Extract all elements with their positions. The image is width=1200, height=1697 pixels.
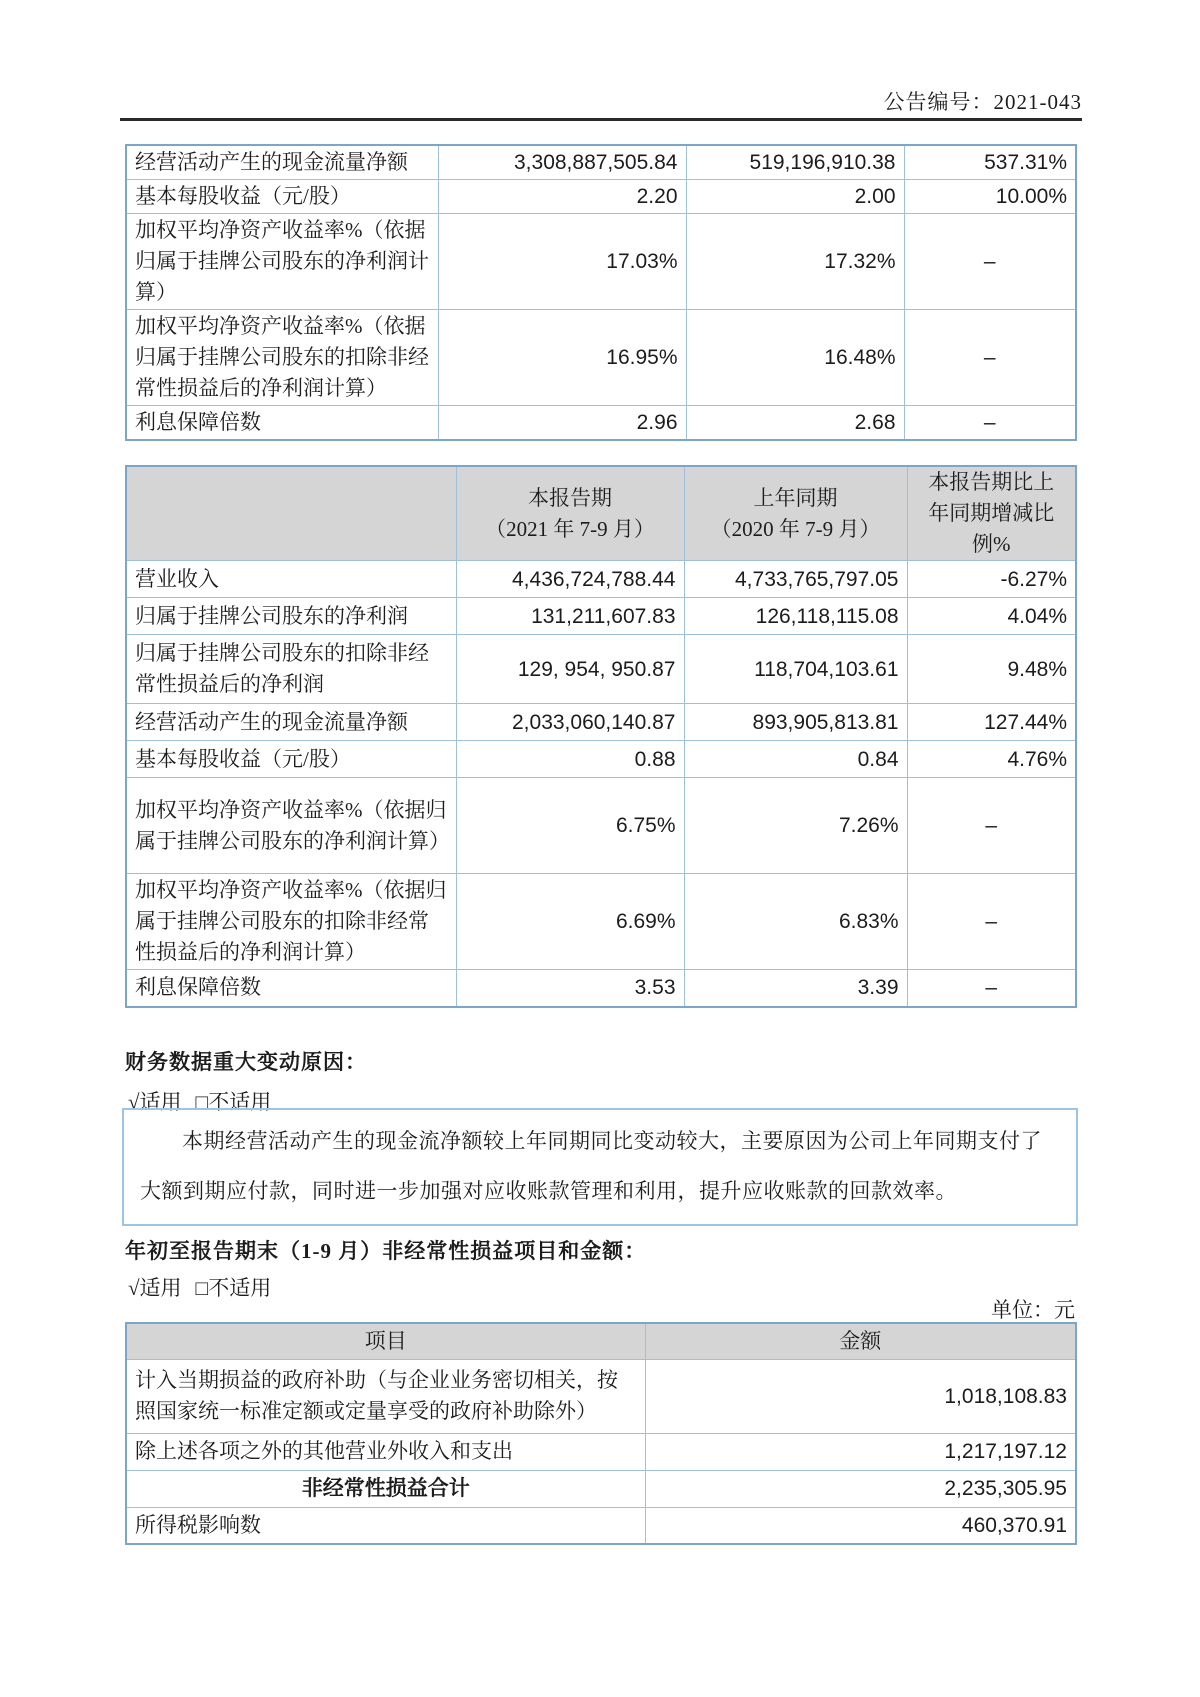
current-period-cell: 2.20 (438, 180, 686, 214)
quarterly-comparison-table (125, 465, 1077, 1008)
current-period-cell: 17.03% (438, 214, 686, 310)
table-row (126, 704, 1076, 741)
current-period-cell: 4,436,724,788.44 (456, 561, 684, 598)
table-row (126, 180, 1076, 214)
section-heading-nonrecurring: 年初至报告期末（1-9 月）非经常性损益项目和金额： (125, 1239, 647, 1263)
table-row (126, 598, 1076, 635)
table-row (126, 1507, 1076, 1544)
table-row (126, 310, 1076, 406)
table-row (126, 741, 1076, 778)
current-period-cell: 2.96 (438, 406, 686, 441)
metric-label-cell: 归属于挂牌公司股东的净利润 (126, 598, 456, 635)
not-applicable-check: □不适用 (195, 1276, 272, 1300)
column-header-line: 上年同期 (753, 485, 838, 510)
change-ratio-cell: 537.31% (904, 145, 1076, 180)
current-period-cell: 3.53 (456, 970, 684, 1007)
column-header-line: （2020 年 7-9 月） (710, 516, 881, 541)
change-ratio-cell: – (904, 214, 1076, 310)
metric-label-cell: 营业收入 (126, 561, 456, 598)
column-header-line: 本报告期 (528, 485, 612, 510)
current-period-cell: 2,033,060,140.87 (456, 704, 684, 741)
amount-cell: 1,018,108.83 (645, 1359, 1076, 1433)
table-row (126, 1359, 1076, 1433)
item-cell: 计入当期损益的政府补助（与企业业务密切相关，按照国家统一标准定额或定量享受的政府补助除外） (126, 1359, 645, 1433)
amount-cell: 2,235,305.95 (645, 1470, 1076, 1507)
metric-label-cell: 基本每股收益（元/股） (126, 180, 438, 214)
column-header-change: 本报告期比上年同期增减比例% (907, 466, 1076, 561)
change-ratio-cell: 127.44% (907, 704, 1076, 741)
item-cell-total: 非经常性损益合计 (126, 1470, 645, 1507)
applicable-check: √适用 (128, 1276, 182, 1300)
metric-label-cell: 经营活动产生的现金流量净额 (126, 704, 456, 741)
change-ratio-cell: -6.27% (907, 561, 1076, 598)
column-header-amount: 金额 (645, 1323, 1076, 1359)
table-row (126, 406, 1076, 441)
change-ratio-cell: – (904, 406, 1076, 441)
prior-period-cell: 893,905,813.81 (684, 704, 907, 741)
change-ratio-cell: – (907, 970, 1076, 1007)
prior-period-cell: 7.26% (684, 778, 907, 874)
prior-period-cell: 118,704,103.61 (684, 635, 907, 704)
column-header-current (456, 466, 684, 561)
metric-label-cell: 经营活动产生的现金流量净额 (126, 145, 438, 180)
current-period-cell: 6.75% (456, 778, 684, 874)
column-header-line: （2021 年 7-9 月） (485, 516, 655, 541)
summary-metrics-table (125, 144, 1077, 441)
table-row (126, 874, 1076, 970)
table-row (126, 1470, 1076, 1507)
prior-period-cell: 3.39 (684, 970, 907, 1007)
table-row (126, 561, 1076, 598)
table-header-row (126, 1323, 1076, 1359)
amount-cell: 460,370.91 (645, 1507, 1076, 1544)
prior-period-cell: 17.32% (686, 214, 904, 310)
prior-period-cell: 2.00 (686, 180, 904, 214)
column-header-prior (684, 466, 907, 561)
prior-period-cell: 6.83% (684, 874, 907, 970)
current-period-cell: 6.69% (456, 874, 684, 970)
metric-label-cell: 加权平均净资产收益率%（依据归属于挂牌公司股东的净利润计算） (126, 214, 438, 310)
change-ratio-cell: 4.04% (907, 598, 1076, 635)
table-row (126, 970, 1076, 1007)
applicable-check: √适用 (128, 1090, 182, 1114)
metric-label-cell: 归属于挂牌公司股东的扣除非经常性损益后的净利润 (126, 635, 456, 704)
prior-period-cell: 2.68 (686, 406, 904, 441)
metric-label-cell: 利息保障倍数 (126, 406, 438, 441)
announcement-number: 公告编号：2021-043 (883, 90, 1082, 114)
metric-label-cell: 利息保障倍数 (126, 970, 456, 1007)
metric-label-cell: 加权平均净资产收益率%（依据归属于挂牌公司股东的扣除非经常性损益后的净利润计算） (126, 874, 456, 970)
table-row (126, 214, 1076, 310)
section-heading-change-reason: 财务数据重大变动原因： (125, 1050, 367, 1074)
table-row (126, 145, 1076, 180)
change-ratio-cell: 9.48% (907, 635, 1076, 704)
metric-label-cell: 基本每股收益（元/股） (126, 741, 456, 778)
current-period-cell: 0.88 (456, 741, 684, 778)
metric-label-cell: 加权平均净资产收益率%（依据归属于挂牌公司股东的净利润计算） (126, 778, 456, 874)
current-period-cell: 3,308,887,505.84 (438, 145, 686, 180)
current-period-cell: 131,211,607.83 (456, 598, 684, 635)
nonrecurring-items-table (125, 1322, 1077, 1545)
prior-period-cell: 126,118,115.08 (684, 598, 907, 635)
not-applicable-check: □不适用 (195, 1090, 272, 1114)
table-row (126, 1433, 1076, 1470)
change-ratio-cell: – (907, 874, 1076, 970)
change-ratio-cell: 10.00% (904, 180, 1076, 214)
prior-period-cell: 16.48% (686, 310, 904, 406)
empty-header-cell (126, 466, 456, 561)
current-period-cell: 16.95% (438, 310, 686, 406)
change-ratio-cell: – (907, 778, 1076, 874)
table-row (126, 778, 1076, 874)
item-cell: 所得税影响数 (126, 1507, 645, 1544)
change-reason-box (122, 1108, 1078, 1226)
prior-period-cell: 519,196,910.38 (686, 145, 904, 180)
prior-period-cell: 0.84 (684, 741, 907, 778)
current-period-cell: 129, 954, 950.87 (456, 635, 684, 704)
table-header-row (126, 466, 1076, 561)
change-ratio-cell: 4.76% (907, 741, 1076, 778)
table-row (126, 635, 1076, 704)
column-header-item: 项目 (126, 1323, 645, 1359)
metric-label-cell: 加权平均净资产收益率%（依据归属于挂牌公司股东的扣除非经常性损益后的净利润计算） (126, 310, 438, 406)
item-cell: 除上述各项之外的其他营业外收入和支出 (126, 1433, 645, 1470)
amount-cell: 1,217,197.12 (645, 1433, 1076, 1470)
header-rule (120, 118, 1082, 121)
unit-label: 单位：元 (991, 1298, 1075, 1322)
change-reason-paragraph: 本期经营活动产生的现金流净额较上年同期同比变动较大，主要原因为公司上年同期支付了大额到期应付款，同时进一步加强对应收账款管理和利用，提升应收账款的回款效率。 (140, 1129, 1042, 1203)
prior-period-cell: 4,733,765,797.05 (684, 561, 907, 598)
change-ratio-cell: – (904, 310, 1076, 406)
